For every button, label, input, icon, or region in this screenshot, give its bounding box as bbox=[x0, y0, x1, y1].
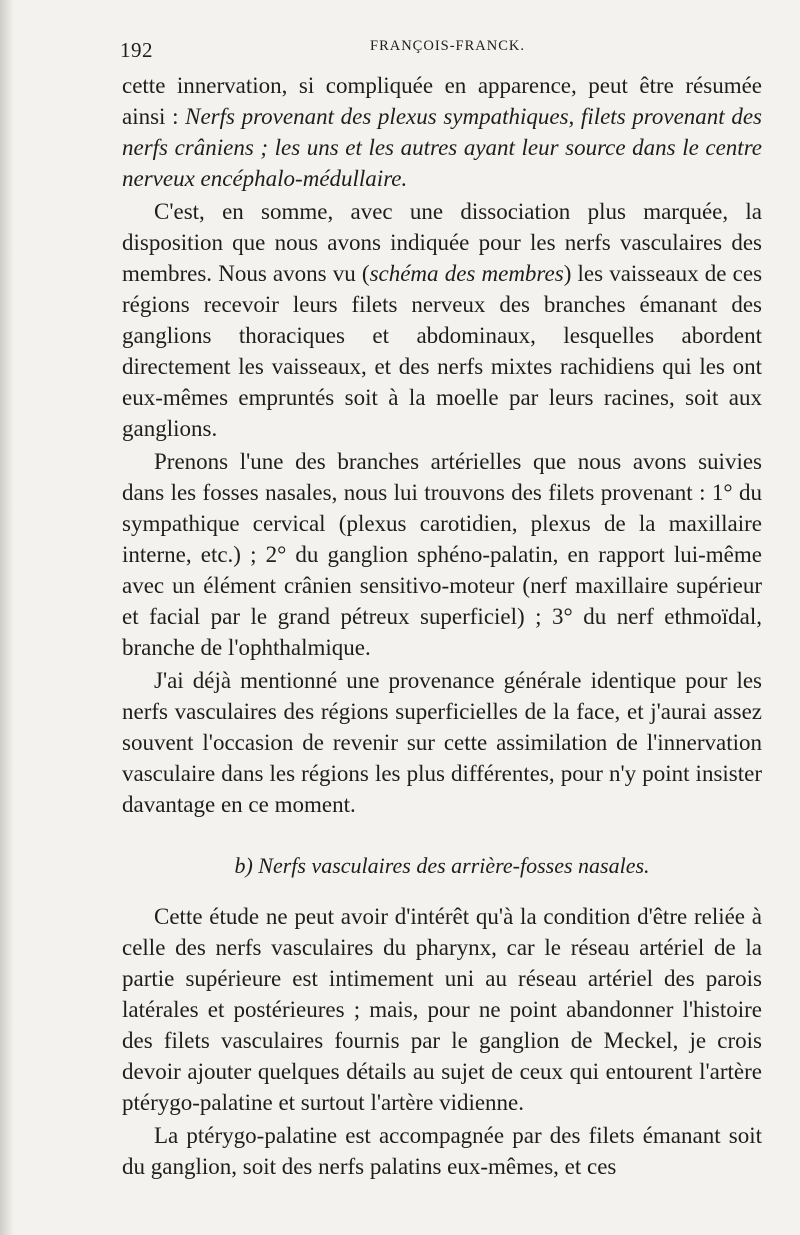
binding-shadow bbox=[0, 0, 14, 1235]
body-text bbox=[122, 70, 762, 1182]
paragraph-5: Cette étude ne peut avoir d'intérêt qu'à la condition d'être reliée à celle des nerfs vasculaires du pharynx, car le réseau artériel de la partie supérieure est intimement uni au réseau artériel des parois latérales et postérieures ; mais, pour ne point abandonner l'histoire des filets vasculaires fournis par le ganglion de Meckel, je crois devoir ajouter quelques détails au sujet de ceux qui entourent l'artère ptérygo-palatine et surtout l'artère vidienne. bbox=[122, 904, 762, 1115]
paragraph-4: J'ai déjà mentionné une provenance générale identique pour les nerfs vasculaires des régions superficielles de la face, et j'aurai assez souvent l'occasion de revenir sur cette assimilation de l'innervation vasculaire dans les régions les plus différentes, pour n'y point insister davantage en ce moment. bbox=[122, 668, 762, 817]
paragraph-1 bbox=[122, 70, 762, 194]
paragraph-2-part1: C'est, en somme, avec une dissociation plus marquée, la disposition que nous avons indiquée pour les nerfs vasculaires des membres. Nous avons vu ( bbox=[122, 199, 762, 286]
paragraph-2-part2: ) les vaisseaux de ces régions recevoir leurs filets nerveux des branches émanant des ganglions thoraciques et abdominaux, lesquelles abordent directement les vaisseaux, et des nerfs mixtes rachidiens qui les ont eux-mêmes empruntés soit à la moelle par leurs racines, soit aux ganglions. bbox=[122, 261, 763, 441]
running-head: FRANÇOIS-FRANCK. bbox=[370, 38, 525, 54]
page-header bbox=[120, 34, 760, 64]
paragraph-1-lead: cette innervation, si compliquée en apparence, peut être résumée ainsi : bbox=[122, 73, 762, 129]
section-heading: b) Nerfs vasculaires des arrière-fosses nasales. bbox=[234, 853, 650, 878]
page-number: 192 bbox=[120, 38, 153, 62]
paragraph-1-italic: Nerfs provenant des plexus sympathiques, filets provenant des nerfs crâniens ; les uns et les autres ayant leur source dans le centre nerveux encéphalo-médullaire. bbox=[122, 104, 762, 191]
paragraph-3: Prenons l'une des branches artérielles que nous avons suivies dans les fosses nasales, nous lui trouvons des filets provenant : 1° du sympathique cervical (plexus carotidien, plexus de la maxillaire interne, etc.) ; 2° du ganglion sphéno-palatin, en rapport lui-même avec un élément crânien sensitivo-moteur (nerf maxillaire supérieur et facial par le grand pétreux superficiel) ; 3° du nerf ethmoïdal, branche de l'ophthalmique. bbox=[122, 449, 762, 660]
paragraph-2 bbox=[122, 196, 762, 444]
paragraph-2-italic: schéma des membres bbox=[369, 261, 564, 286]
paragraph-6: La ptérygo-palatine est accompagnée par des filets émanant soit du ganglion, soit des nerfs palatins eux-mêmes, et ces bbox=[122, 1123, 762, 1179]
